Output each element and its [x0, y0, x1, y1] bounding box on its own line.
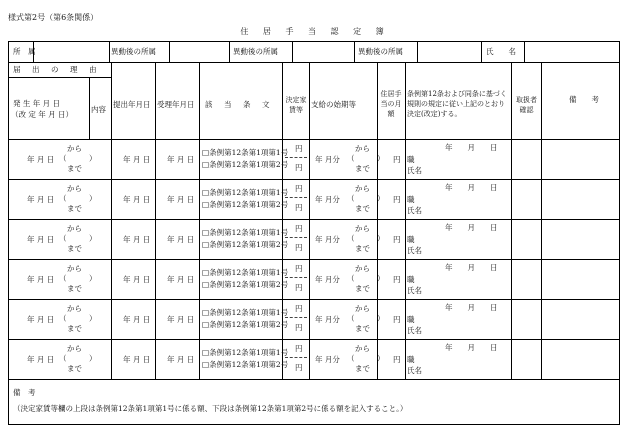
receipt-date-header: 受理年月日: [157, 100, 195, 109]
rent-divider: [285, 197, 307, 198]
period-paren: （ ）: [347, 354, 385, 363]
until-text: まで: [355, 284, 370, 293]
signer-name-label: 氏名: [407, 286, 422, 295]
position-label: 職: [407, 315, 415, 324]
clause-option-2: □条例第12条第1項第2号: [202, 160, 289, 169]
submission-date: 年 月 日: [123, 355, 151, 364]
until-text: まで: [67, 204, 82, 213]
content-header: 内容: [91, 105, 106, 114]
from-text: から: [355, 304, 370, 313]
from-text: から: [67, 224, 82, 233]
receipt-date: 年 月 日: [167, 195, 195, 204]
period-paren: （ ）: [59, 234, 97, 243]
period-paren: （ ）: [347, 234, 385, 243]
clause-option-2: □条例第12条第1項第2号: [202, 200, 289, 209]
rent-divider: [285, 317, 307, 318]
clause-option-2: □条例第12条第1項第2号: [202, 280, 289, 289]
occurrence-date: 年 月 日: [27, 195, 55, 204]
signer-name-label: 氏名: [407, 166, 422, 175]
from-text: から: [355, 344, 370, 353]
decision-date: 年 月 日: [445, 223, 498, 232]
clause-option-1: □条例第12条第1項第1号: [202, 308, 289, 317]
affiliation-label: 所 属: [13, 47, 36, 56]
rent-upper-yen: 円: [295, 264, 303, 273]
monthly-amount-yen: 円: [393, 155, 401, 164]
decision-date: 年 月 日: [445, 263, 498, 272]
period-paren: （ ）: [59, 354, 97, 363]
monthly-amount-yen: 円: [393, 195, 401, 204]
payment-start-month: 年 月分: [315, 235, 340, 244]
decision-date: 年 月 日: [445, 183, 498, 192]
from-text: から: [67, 144, 82, 153]
until-text: まで: [67, 164, 82, 173]
until-text: まで: [67, 364, 82, 373]
header-fields: [8, 41, 620, 63]
page-title: 住 居 手 当 認 定 簿: [240, 27, 390, 36]
clause-option-1: □条例第12条第1項第1号: [202, 268, 289, 277]
position-label: 職: [407, 275, 415, 284]
payment-start-month: 年 月分: [315, 315, 340, 324]
period-paren: （ ）: [59, 274, 97, 283]
notes-text: （決定家賃等欄の上段は条例第12条第1項第1号に係る額、下段は条例第12条第1項第2号に係る額を記入すること。）: [13, 404, 408, 413]
payment-start-header: 支給の始期等: [311, 100, 356, 109]
payment-start-month: 年 月分: [315, 275, 340, 284]
submission-date: 年 月 日: [123, 155, 151, 164]
until-text: まで: [355, 244, 370, 253]
from-text: から: [67, 344, 82, 353]
rent-upper-yen: 円: [295, 224, 303, 233]
from-text: から: [67, 304, 82, 313]
signer-name-label: 氏名: [407, 246, 422, 255]
row-divider: [9, 179, 619, 180]
rent-divider: [285, 157, 307, 158]
occurrence-date: 年 月 日: [27, 275, 55, 284]
from-text: から: [67, 264, 82, 273]
submission-date: 年 月 日: [123, 275, 151, 284]
rent-lower-yen: 円: [295, 243, 303, 252]
payment-start-month: 年 月分: [315, 155, 340, 164]
row-divider: [9, 299, 619, 300]
payment-start-month: 年 月分: [315, 195, 340, 204]
form-number: 様式第2号（第6条関係）: [8, 13, 99, 22]
decision-header: 条例第12条および同条に基づく規則の規定に従い上記のとおり決定(改定)する。: [407, 90, 507, 118]
from-text: から: [355, 184, 370, 193]
payment-start-month: 年 月分: [315, 355, 340, 364]
clause-option-2: □条例第12条第1項第2号: [202, 240, 289, 249]
until-text: まで: [355, 364, 370, 373]
position-label: 職: [407, 355, 415, 364]
until-text: まで: [355, 324, 370, 333]
receipt-date: 年 月 日: [167, 155, 195, 164]
submission-date: 年 月 日: [123, 315, 151, 324]
rent-lower-yen: 円: [295, 283, 303, 292]
determined-rent-header: 決定家賃等: [285, 96, 307, 114]
submission-date: 年 月 日: [123, 235, 151, 244]
rent-lower-yen: 円: [295, 323, 303, 332]
applicable-clause-header: 該 当 条 文: [205, 100, 272, 109]
position-label: 職: [407, 195, 415, 204]
decision-date: 年 月 日: [445, 143, 498, 152]
notes-box: [8, 379, 620, 425]
until-text: まで: [67, 324, 82, 333]
monthly-amount-yen: 円: [393, 355, 401, 364]
from-text: から: [67, 184, 82, 193]
period-paren: （ ）: [59, 154, 97, 163]
until-text: まで: [355, 204, 370, 213]
after-transfer-label-2: 異動後の所属: [233, 47, 278, 56]
after-transfer-label-3: 異動後の所属: [358, 47, 403, 56]
occurrence-date: 年 月 日: [27, 155, 55, 164]
rent-upper-yen: 円: [295, 184, 303, 193]
certification-table: [8, 62, 620, 380]
period-paren: （ ）: [59, 314, 97, 323]
monthly-amount-yen: 円: [393, 235, 401, 244]
period-paren: （ ）: [59, 194, 97, 203]
rent-lower-yen: 円: [295, 163, 303, 172]
signer-name-label: 氏名: [407, 206, 422, 215]
row-divider: [9, 139, 619, 140]
rent-lower-yen: 円: [295, 203, 303, 212]
period-paren: （ ）: [347, 194, 385, 203]
clause-option-1: □条例第12条第1項第1号: [202, 148, 289, 157]
rent-divider: [285, 277, 307, 278]
from-text: から: [355, 264, 370, 273]
receipt-date: 年 月 日: [167, 275, 195, 284]
from-text: から: [355, 144, 370, 153]
clause-option-2: □条例第12条第1項第2号: [202, 320, 289, 329]
period-paren: （ ）: [347, 314, 385, 323]
until-text: まで: [67, 284, 82, 293]
occurrence-date-header: 発 生 年 月 日: [13, 99, 61, 108]
notes-heading: 備 考: [13, 388, 36, 397]
receipt-date: 年 月 日: [167, 235, 195, 244]
submission-date: 年 月 日: [123, 195, 151, 204]
rent-upper-yen: 円: [295, 304, 303, 313]
after-transfer-label-1: 異動後の所属: [111, 47, 156, 56]
period-paren: （ ）: [347, 274, 385, 283]
position-label: 職: [407, 155, 415, 164]
rent-upper-yen: 円: [295, 144, 303, 153]
receipt-date: 年 月 日: [167, 315, 195, 324]
clause-option-1: □条例第12条第1項第1号: [202, 228, 289, 237]
position-label: 職: [407, 235, 415, 244]
until-text: まで: [67, 244, 82, 253]
clause-option-1: □条例第12条第1項第1号: [202, 348, 289, 357]
occurrence-date: 年 月 日: [27, 355, 55, 364]
from-text: から: [355, 224, 370, 233]
monthly-amount-yen: 円: [393, 275, 401, 284]
name-label: 氏 名: [486, 47, 516, 56]
handler-header: 取扱者確認: [516, 96, 537, 114]
decision-date: 年 月 日: [445, 343, 498, 352]
row-divider: [9, 219, 619, 220]
rent-divider: [285, 357, 307, 358]
row-divider: [9, 259, 619, 260]
rent-divider: [285, 237, 307, 238]
rent-upper-yen: 円: [295, 344, 303, 353]
row-divider: [9, 339, 619, 340]
submission-date-header: 提出年月日: [113, 100, 151, 109]
clause-option-1: □条例第12条第1項第1号: [202, 188, 289, 197]
monthly-amount-yen: 円: [393, 315, 401, 324]
monthly-amount-header: 住居手当の月額: [380, 90, 402, 118]
decision-date: 年 月 日: [445, 303, 498, 312]
report-reason-header: 届 出 の 理 由: [13, 65, 99, 74]
signer-name-label: 氏名: [407, 366, 422, 375]
occurrence-date: 年 月 日: [27, 315, 55, 324]
period-paren: （ ）: [347, 154, 385, 163]
remarks-header: 備 考: [569, 95, 599, 104]
signer-name-label: 氏名: [407, 326, 422, 335]
clause-option-2: □条例第12条第1項第2号: [202, 360, 289, 369]
receipt-date: 年 月 日: [167, 355, 195, 364]
occurrence-date-subheader: （改 定 年 月 日）: [11, 110, 74, 119]
occurrence-date: 年 月 日: [27, 235, 55, 244]
rent-lower-yen: 円: [295, 363, 303, 372]
until-text: まで: [355, 164, 370, 173]
